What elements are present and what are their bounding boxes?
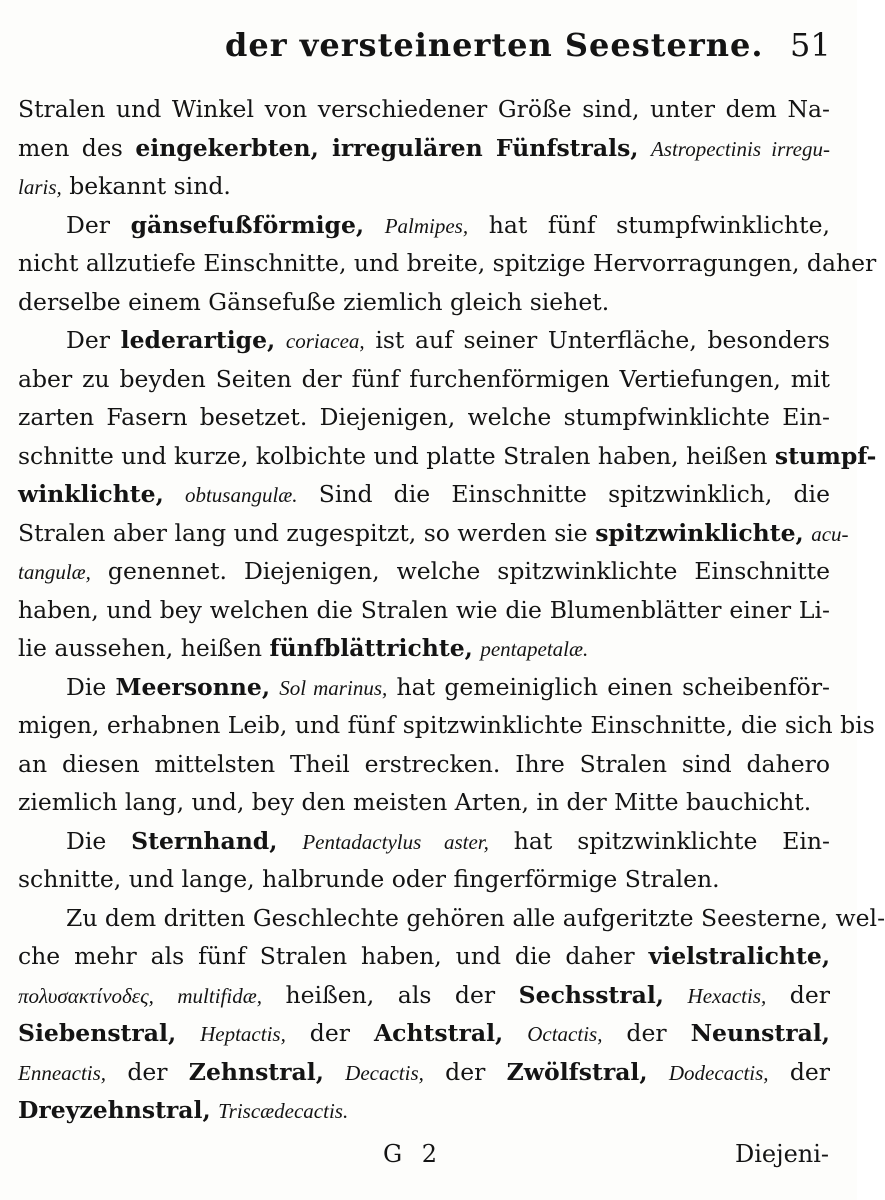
text-run <box>176 1019 200 1047</box>
text-run <box>270 673 279 701</box>
text-run: derselbe einem Gänsefuße ziemlich gleich siehet. <box>18 287 610 316</box>
text-run: aber zu beyden Seiten der fünf furchenförmigen Vertiefungen, mit <box>18 364 830 393</box>
text-run: der <box>768 1057 831 1086</box>
text-run <box>211 1096 218 1124</box>
text-run <box>164 480 185 508</box>
german-term: Sechsstral, <box>518 980 664 1009</box>
latin-term: coriacea, <box>285 329 365 353</box>
text-run: Stralen aber lang und zugespitzt, so werden sie <box>18 518 596 547</box>
latin-term: Pentadactylus aster, <box>302 829 489 854</box>
paragraph <box>18 668 875 822</box>
text-line <box>18 899 885 938</box>
text-line <box>18 783 830 822</box>
text-run <box>275 326 286 354</box>
german-term: fünfblättrichte, <box>269 634 473 662</box>
text-run: bekannt sind. <box>61 172 231 200</box>
text-run: migen, erhabnen Leib, und fünf spitzwinklichte Einschnitte, die sich bis <box>18 711 875 739</box>
text-run: Der <box>66 326 121 354</box>
german-term: stumpf- <box>774 441 877 470</box>
paragraph <box>18 899 885 1130</box>
paragraph <box>18 321 877 668</box>
text-run: Sind die Einschnitte spitzwinklich, die <box>297 480 830 508</box>
text-run: der <box>106 1057 189 1086</box>
text-run <box>364 211 385 239</box>
german-term: Siebenstral, <box>18 1019 177 1047</box>
latin-term: Enneactis, <box>18 1060 107 1085</box>
text-run <box>648 1058 669 1086</box>
latin-term: Octactis, <box>527 1022 603 1046</box>
text-line <box>18 552 830 591</box>
text-run: heißen, als der <box>261 980 519 1009</box>
german-term: Zehnstral, <box>188 1057 324 1086</box>
text-line <box>18 745 830 784</box>
text-run <box>638 134 650 162</box>
text-line <box>18 90 830 129</box>
text-line <box>18 860 830 899</box>
german-term: spitzwinklichte, <box>595 518 804 547</box>
text-line <box>18 129 830 168</box>
german-term: vielstralichte, <box>648 942 830 970</box>
latin-term: Hexactis, <box>687 983 767 1008</box>
text-run <box>664 981 688 1009</box>
german-term: Sternhand, <box>131 826 278 855</box>
latin-term: Sol marinus, <box>279 675 388 700</box>
text-run: Der <box>66 210 131 239</box>
text-run <box>324 1058 345 1086</box>
german-term: Dreyzehnstral, <box>18 1096 211 1124</box>
text-line <box>18 1053 830 1092</box>
latin-term: Dodecactis, <box>668 1060 769 1085</box>
text-line <box>18 629 830 668</box>
text-line <box>18 591 830 630</box>
german-term: Neunstral, <box>690 1019 830 1047</box>
signature-mark: G 2 <box>383 1140 444 1168</box>
text-run: ziemlich lang, und, bey den meisten Arten, in der Mitte bauchicht. <box>18 788 812 816</box>
text-run: nicht allzutiefe Einschnitte, und breite, spitzige Hervorragungen, daher <box>18 249 877 277</box>
text-run: hat spitzwinklichte Ein- <box>488 826 830 855</box>
text-run: hat gemeiniglich einen scheibenför- <box>387 672 830 701</box>
page-number: 51 <box>790 26 831 64</box>
latin-term: Heptactis, <box>200 1022 286 1046</box>
latin-term: obtusangulæ. <box>184 483 298 507</box>
body-text <box>18 90 885 1130</box>
text-line <box>18 937 830 976</box>
text-line <box>18 360 830 399</box>
text-run: Die <box>66 672 116 701</box>
text-line <box>18 321 830 360</box>
running-head <box>0 22 857 72</box>
text-line <box>18 437 877 476</box>
german-term: winklichte, <box>18 480 164 508</box>
text-run: der <box>766 980 830 1009</box>
text-run: der <box>285 1019 374 1047</box>
paragraph <box>18 206 877 322</box>
text-run: ist auf seiner Unterfläche, besonders <box>364 326 830 354</box>
latin-term: Triscædecactis. <box>218 1099 349 1123</box>
text-run: men des <box>18 133 136 162</box>
text-run: che mehr als fünf Stralen haben, und die daher <box>18 942 649 970</box>
latin-term: acu- <box>811 521 849 546</box>
text-line <box>18 206 830 245</box>
text-run: haben, und bey welchen die Stralen wie die Blumenblätter einer Li- <box>18 595 830 624</box>
text-line <box>18 976 830 1015</box>
running-title: der versteinerten Seesterne. <box>225 26 764 64</box>
text-line <box>18 514 849 553</box>
text-run: der <box>602 1019 691 1047</box>
paragraph <box>18 90 830 206</box>
german-term: lederartige, <box>120 326 276 354</box>
german-term: Meersonne, <box>115 672 271 701</box>
text-run: an diesen mittelsten Theil erstrecken. Ihre Stralen sind dahero <box>18 749 830 778</box>
text-run: Die <box>66 826 132 855</box>
text-run: schnitte, und lange, halbrunde oder fingerförmige Stralen. <box>18 865 720 893</box>
text-run: zarten Fasern besetzet. Diejenigen, welche stumpfwinklichte Ein- <box>18 403 830 431</box>
text-line <box>18 822 830 861</box>
text-run: der <box>423 1057 507 1086</box>
text-line <box>18 244 877 283</box>
text-run <box>154 981 178 1009</box>
text-line <box>18 398 830 437</box>
german-term: gänsefußförmige, <box>130 210 365 239</box>
latin-term: Palmipes, <box>384 213 469 238</box>
text-line <box>18 1014 830 1053</box>
german-term: Zwölfstral, <box>506 1057 648 1086</box>
text-run <box>503 1019 527 1047</box>
text-line <box>18 475 830 514</box>
latin-term: Astropectinis irregu- <box>650 136 830 161</box>
text-line <box>18 668 830 707</box>
text-run: Zu dem dritten Geschlechte gehören alle aufgeritzte Seesterne, wel- <box>66 903 885 932</box>
german-term: eingekerbten, irregulären Fünfstrals, <box>135 133 639 162</box>
latin-term: pentapetalæ. <box>480 637 589 661</box>
catchword: Diejeni- <box>735 1140 830 1168</box>
text-line <box>18 706 875 745</box>
text-run: lie aussehen, heißen <box>18 634 270 662</box>
text-run: hat fünf stumpfwinklichte, <box>468 210 830 239</box>
text-line <box>18 167 830 206</box>
latin-term: πολυσακτίνοδες, <box>18 983 154 1008</box>
text-line <box>18 283 830 322</box>
text-line <box>18 1091 830 1130</box>
german-term: Achtstral, <box>373 1019 504 1047</box>
latin-term: laris, <box>18 175 62 199</box>
text-run: schnitte und kurze, kolbichte und platte Stralen haben, heißen <box>18 441 775 470</box>
page-footer <box>0 1140 857 1180</box>
text-run: Stralen und Winkel von verschiedener Größe sind, unter dem Na- <box>18 95 830 123</box>
latin-term: tangulæ, <box>18 560 91 584</box>
latin-term: Decactis, <box>345 1060 424 1085</box>
paragraph <box>18 822 830 899</box>
text-run: genennet. Diejenigen, welche spitzwinklichte Einschnitte <box>90 557 830 585</box>
text-run <box>277 827 302 855</box>
latin-term: multifidæ, <box>177 983 262 1008</box>
